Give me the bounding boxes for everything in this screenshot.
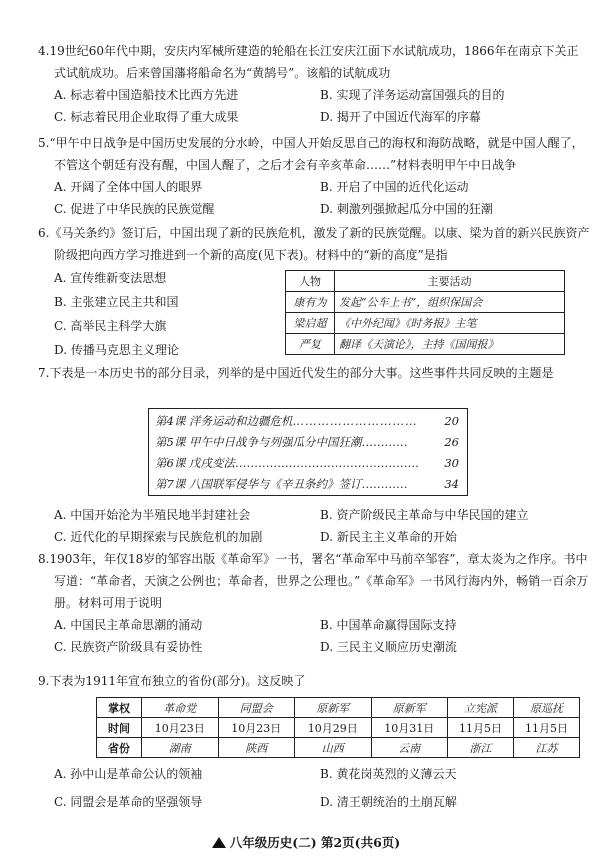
option-c: C. 促进了中华民族的民族觉醒 (54, 202, 215, 216)
table-cell: 《中外纪闻》《时务报》主笔 (335, 313, 565, 334)
table-cell: 山西 (295, 738, 372, 758)
table-of-contents (148, 408, 468, 496)
toc-title: 第4课 洋务运动和边疆危机 (155, 414, 293, 428)
reformers-table (285, 270, 565, 355)
option-a: A. 标志着中国造船技术比西方先进 (54, 88, 239, 102)
question-stem: 19世纪60年代中期，安庆内军械所建造的轮船在长江安庆江面下水试航成功，1866年在南京下关正式试航成功。后来曾国藩将船命名为“黄鹄号”。该船的试航成功 (49, 44, 579, 80)
toc-entry: 第6课 戊戌变法………………………………………… 30 (155, 453, 459, 473)
table-cell: 江苏 (514, 738, 580, 758)
table-cell: 10月31日 (371, 718, 448, 738)
option-b: B. 主张建立民主共和国 (54, 295, 179, 309)
table-cell: 10月29日 (295, 718, 372, 738)
option-a: A. 中国民主革命思潮的涌动 (54, 618, 203, 632)
option-a: A. 宣传维新变法思想 (54, 271, 167, 285)
option-d: D. 刺激列强掀起瓜分中国的狂潮 (320, 202, 493, 216)
option-d: D. 传播马克思主义理论 (54, 343, 179, 357)
table-header: 主要活动 (335, 271, 565, 292)
toc-page: 20 (442, 411, 459, 431)
option-b: B. 实现了洋务运动富国强兵的目的 (320, 88, 505, 102)
question-stem: 1903年，年仅18岁的邹容出版《革命军》一书，署名“革命军中马前卒邹容”，章太炎为之作序。书中写道：“革命者，天演之公例也；革命者，世界之公理也。”《革命军》一书风行海内外，畅销一百余万册。材料可用于说明 (49, 552, 589, 610)
option-d: D. 三民主义顺应历史潮流 (320, 640, 457, 654)
option-b: B. 开启了中国的近代化运动 (320, 180, 469, 194)
table-cell: 发起“公车上书”，组织保国会 (335, 292, 565, 313)
option-a: A. 开阔了全体中国人的眼界 (54, 180, 203, 194)
toc-title: 第7课 八国联军侵华与《辛丑条约》签订 (155, 477, 362, 491)
question-6-options (54, 266, 179, 362)
option-c: C. 民族资产阶级具有妥协性 (54, 640, 203, 654)
table-cell: 11月5日 (448, 718, 514, 738)
question-4 (38, 40, 590, 128)
question-stem: 下表是一本历史书的部分目录，列举的是中国近代发生的部分大事。这些事件共同反映的主题是 (49, 366, 554, 380)
table-cell: 立宪派 (448, 698, 514, 718)
toc-entry: 第4课 洋务运动和边疆危机………………………… 20 (155, 411, 459, 431)
question-number: 6. (38, 226, 50, 240)
row-label: 掌权 (97, 698, 142, 718)
table-cell: 同盟会 (218, 698, 295, 718)
row-label: 时间 (97, 718, 142, 738)
question-8 (38, 548, 590, 658)
table-cell: 梁启超 (286, 313, 335, 334)
question-stem: 《马关条约》签订后，中国出现了新的民族危机，激发了新的民族觉醒。以康、梁为首的新兴民族资产阶级把向西方学习推进到一个新的高度(见下表)。材料中的“新的高度”是指 (49, 226, 590, 262)
table-cell: 革命党 (142, 698, 219, 718)
toc-title: 第6课 戊戌变法 (155, 456, 235, 470)
toc-page: 30 (442, 453, 459, 473)
option-b: B. 资产阶级民主革命与中华民国的建立 (320, 508, 529, 522)
table-row (286, 313, 565, 334)
question-number: 5. (38, 136, 50, 150)
table-cell: 浙江 (448, 738, 514, 758)
toc-page: 34 (442, 474, 459, 494)
table-cell: 10月23日 (142, 718, 219, 738)
option-b: B. 中国革命赢得国际支持 (320, 618, 457, 632)
table-header: 人物 (286, 271, 335, 292)
table-cell: 湖南 (142, 738, 219, 758)
toc-entry: 第7课 八国联军侵华与《辛丑条约》签订………… 34 (155, 474, 459, 494)
option-d: D. 新民主主义革命的开始 (320, 530, 457, 544)
question-number: 9. (38, 674, 50, 688)
table-row (286, 292, 565, 313)
toc-page: 26 (442, 432, 459, 452)
option-d: D. 揭开了中国近代海军的序幕 (320, 110, 481, 124)
option-c: C. 高举民主科学大旗 (54, 319, 167, 333)
table-cell: 云南 (371, 738, 448, 758)
triangle-logo-icon (212, 837, 226, 848)
table-row (97, 718, 580, 738)
question-stem: “甲午中日战争是中国历史发展的分水岭，中国人开始反思自己的海权和海防战略，就是中国人醒了，不管这个朝廷有没有醒，中国人醒了，之后才会有辛亥革命……”材料表明甲午中日战争 (49, 136, 584, 172)
option-c: C. 近代化的早期探索与民族危机的加剧 (54, 530, 263, 544)
table-cell: 原新军 (371, 698, 448, 718)
option-d: D. 清王朝统治的土崩瓦解 (320, 795, 457, 809)
page-footer (0, 833, 612, 851)
question-number: 4. (38, 44, 50, 58)
table-row (97, 738, 580, 758)
option-b: B. 黄花岗英烈的义薄云天 (320, 767, 457, 781)
question-9 (38, 670, 590, 692)
table-cell: 严复 (286, 334, 335, 355)
question-5 (38, 132, 590, 220)
toc-title: 第5课 甲午中日战争与列强瓜分中国狂潮 (155, 435, 362, 449)
footer-text: 八年级历史(二) 第2页(共6页) (229, 835, 401, 850)
question-number: 7. (38, 366, 50, 380)
toc-entry: 第5课 甲午中日战争与列强瓜分中国狂潮………… 26 (155, 432, 459, 452)
table-header-row (286, 271, 565, 292)
question-7 (38, 362, 590, 384)
table-cell: 原新军 (295, 698, 372, 718)
provinces-table (96, 697, 580, 758)
table-cell: 康有为 (286, 292, 335, 313)
option-a: A. 孙中山是革命公认的领袖 (54, 767, 203, 781)
option-c: C. 标志着民用企业取得了重大成果 (54, 110, 239, 124)
question-6 (38, 222, 590, 266)
question-7-options (38, 504, 590, 548)
table-cell: 翻译《天演论》，主持《国闻报》 (335, 334, 565, 355)
table-cell: 原巡抚 (514, 698, 580, 718)
table-cell: 10月23日 (218, 718, 295, 738)
question-stem: 下表为1911年宣布独立的省份(部分)。这反映了 (49, 674, 306, 688)
question-9-options (38, 763, 590, 813)
option-c: C. 同盟会是革命的坚强领导 (54, 795, 203, 809)
table-row (97, 698, 580, 718)
question-number: 8. (38, 552, 50, 566)
option-a: A. 中国开始沦为半殖民地半封建社会 (54, 508, 251, 522)
table-row (286, 334, 565, 355)
table-cell: 11月5日 (514, 718, 580, 738)
row-label: 省份 (97, 738, 142, 758)
table-cell: 陕西 (218, 738, 295, 758)
